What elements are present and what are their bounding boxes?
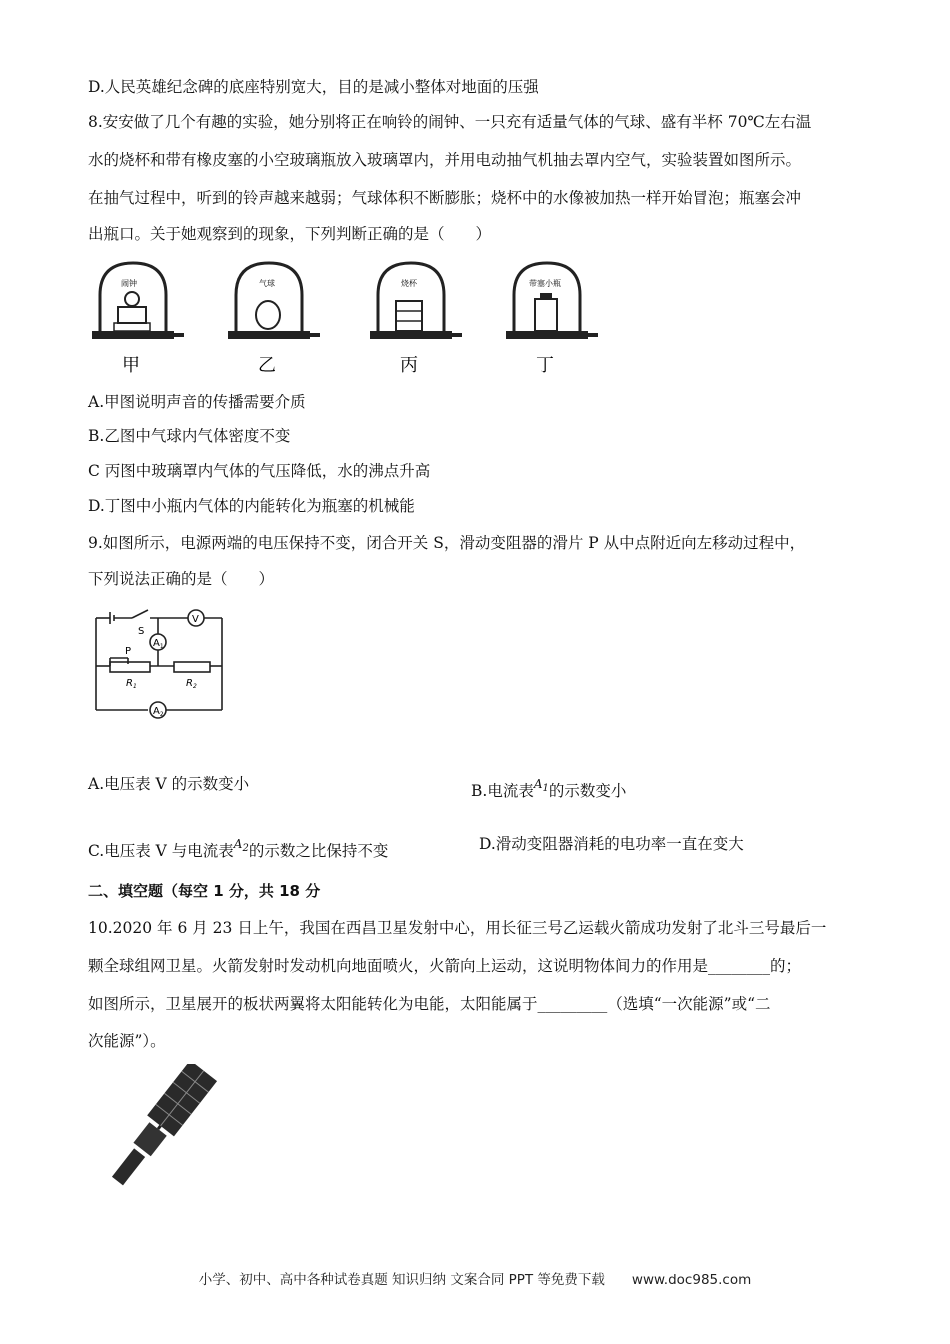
svg-text:R1 [126,678,137,690]
fig-jia-caption: 甲 [122,355,140,376]
fig-bing-caption: 丙 [400,355,418,376]
q9-option-d: D.滑动变阻器消耗的电功率一直在变大 [479,835,744,853]
q9-option-b-symbol: A [533,777,543,791]
circuit-r1-sub: 1 [132,683,137,690]
q10-stem-line-1: 10.2020 年 6 月 23 日上午，我国在西昌卫星发射中心，用长征三号乙运载火箭成功发射了北斗三号最后一 [88,919,827,937]
q8-stem-line-2: 水的烧杯和带有橡皮塞的小空玻璃瓶放入玻璃罩内，并用电动抽气机抽去罩内空气，实验装置如图所示。 [88,151,802,169]
bell-jar-alarm-clock [92,263,184,376]
fig-jia-inner-label: 闹钟 [121,279,137,288]
q9-option-b-sub: 1 [542,783,549,794]
q9-option-b [471,773,626,802]
q8-stem-line-1: 8.安安做了几个有趣的实验，她分别将正在响铃的闹钟、一只充有适量气体的气球、盛有半杯 70℃左右温 [88,113,812,131]
fig-ding-caption: 丁 [536,355,554,376]
q10-stem-line-4: 次能源”）。 [88,1032,166,1050]
q9-option-c-sub: 2 [242,843,249,854]
footer-text: 小学、初中、高中各种试卷真题 知识归纳 文案合同 PPT 等免费下载 www.doc985.com [198,1272,752,1288]
q9-option-c-pre: C.电压表 V 与电流表 [88,842,234,860]
q9-option-b-pre: B.电流表 [471,782,534,800]
svg-text:A2 [153,706,164,718]
q8-option-d: D.丁图中小瓶内气体的内能转化为瓶塞的机械能 [88,497,415,515]
circuit-r2-label: R [186,678,193,689]
bell-jar-beaker [370,263,462,376]
circuit-label-s: S [138,626,145,637]
q10-stem-line-3: 如图所示，卫星展开的板状两翼将太阳能转化为电能，太阳能属于_________（选填“一次能源”或“二 [88,995,771,1013]
circuit-voltmeter-label: V [192,614,199,625]
svg-text:A1 [153,638,164,650]
q9-stem-line-2: 下列说法正确的是（ ） [88,570,275,588]
q9-option-c-post: 的示数之比保持不变 [248,842,389,860]
fig-bing-inner-label: 烧杯 [401,279,417,288]
q8-stem-line-3: 在抽气过程中，听到的铃声越来越弱；气球体积不断膨胀；烧杯中的水像被加热一样开始冒泡；瓶塞会冲 [88,189,802,207]
bell-jar-small-bottle [506,263,598,376]
q8-option-a: A.甲图说明声音的传播需要介质 [88,393,306,411]
circuit-r2-sub: 2 [192,683,197,690]
fig-yi-caption: 乙 [258,355,276,376]
q8-figures [88,255,618,380]
circuit-ammeter2-label: A [153,706,160,717]
circuit-r1-label: R [126,678,133,689]
q8-option-b: B.乙图中气球内气体密度不变 [88,427,291,445]
fig-yi-inner-label: 气球 [259,279,275,288]
q10-stem-line-2: 颗全球组网卫星。火箭发射时发动机向地面喷火，火箭向上运动，这说明物体间力的作用是________的； [88,957,802,975]
q9-option-b-post: 的示数变小 [548,782,627,800]
svg-text:R2 [186,678,197,690]
q9-circuit-diagram [88,602,238,724]
satellite-image [88,1064,228,1204]
circuit-label-p: P [125,646,132,657]
circuit-ammeter1-label: A [153,638,160,649]
q9-option-c-symbol: A [233,837,243,851]
bell-jar-balloon [228,263,320,376]
q9-stem-line-1: 9.如图所示，电源两端的电压保持不变，闭合开关 S，滑动变阻器的滑片 P 从中点附近向左移动过程中， [88,534,806,552]
q8-option-c: C 丙图中玻璃罩内气体的气压降低，水的沸点升高 [88,462,431,480]
section2-heading: 二、填空题（每空 1 分，共 18 分 [88,882,321,900]
q7-option-d: D.人民英雄纪念碑的底座特别宽大，目的是减小整体对地面的压强 [88,78,539,96]
q8-stem-line-4: 出瓶口。关于她观察到的现象，下列判断正确的是（ ） [88,225,492,243]
fig-ding-inner-label: 带塞小瓶 [529,279,561,288]
q9-option-c [88,833,388,862]
circuit-ammeter2-sub: 2 [159,711,164,718]
circuit-ammeter1-sub: 1 [159,643,164,650]
q9-option-a: A.电压表 V 的示数变小 [88,775,250,793]
